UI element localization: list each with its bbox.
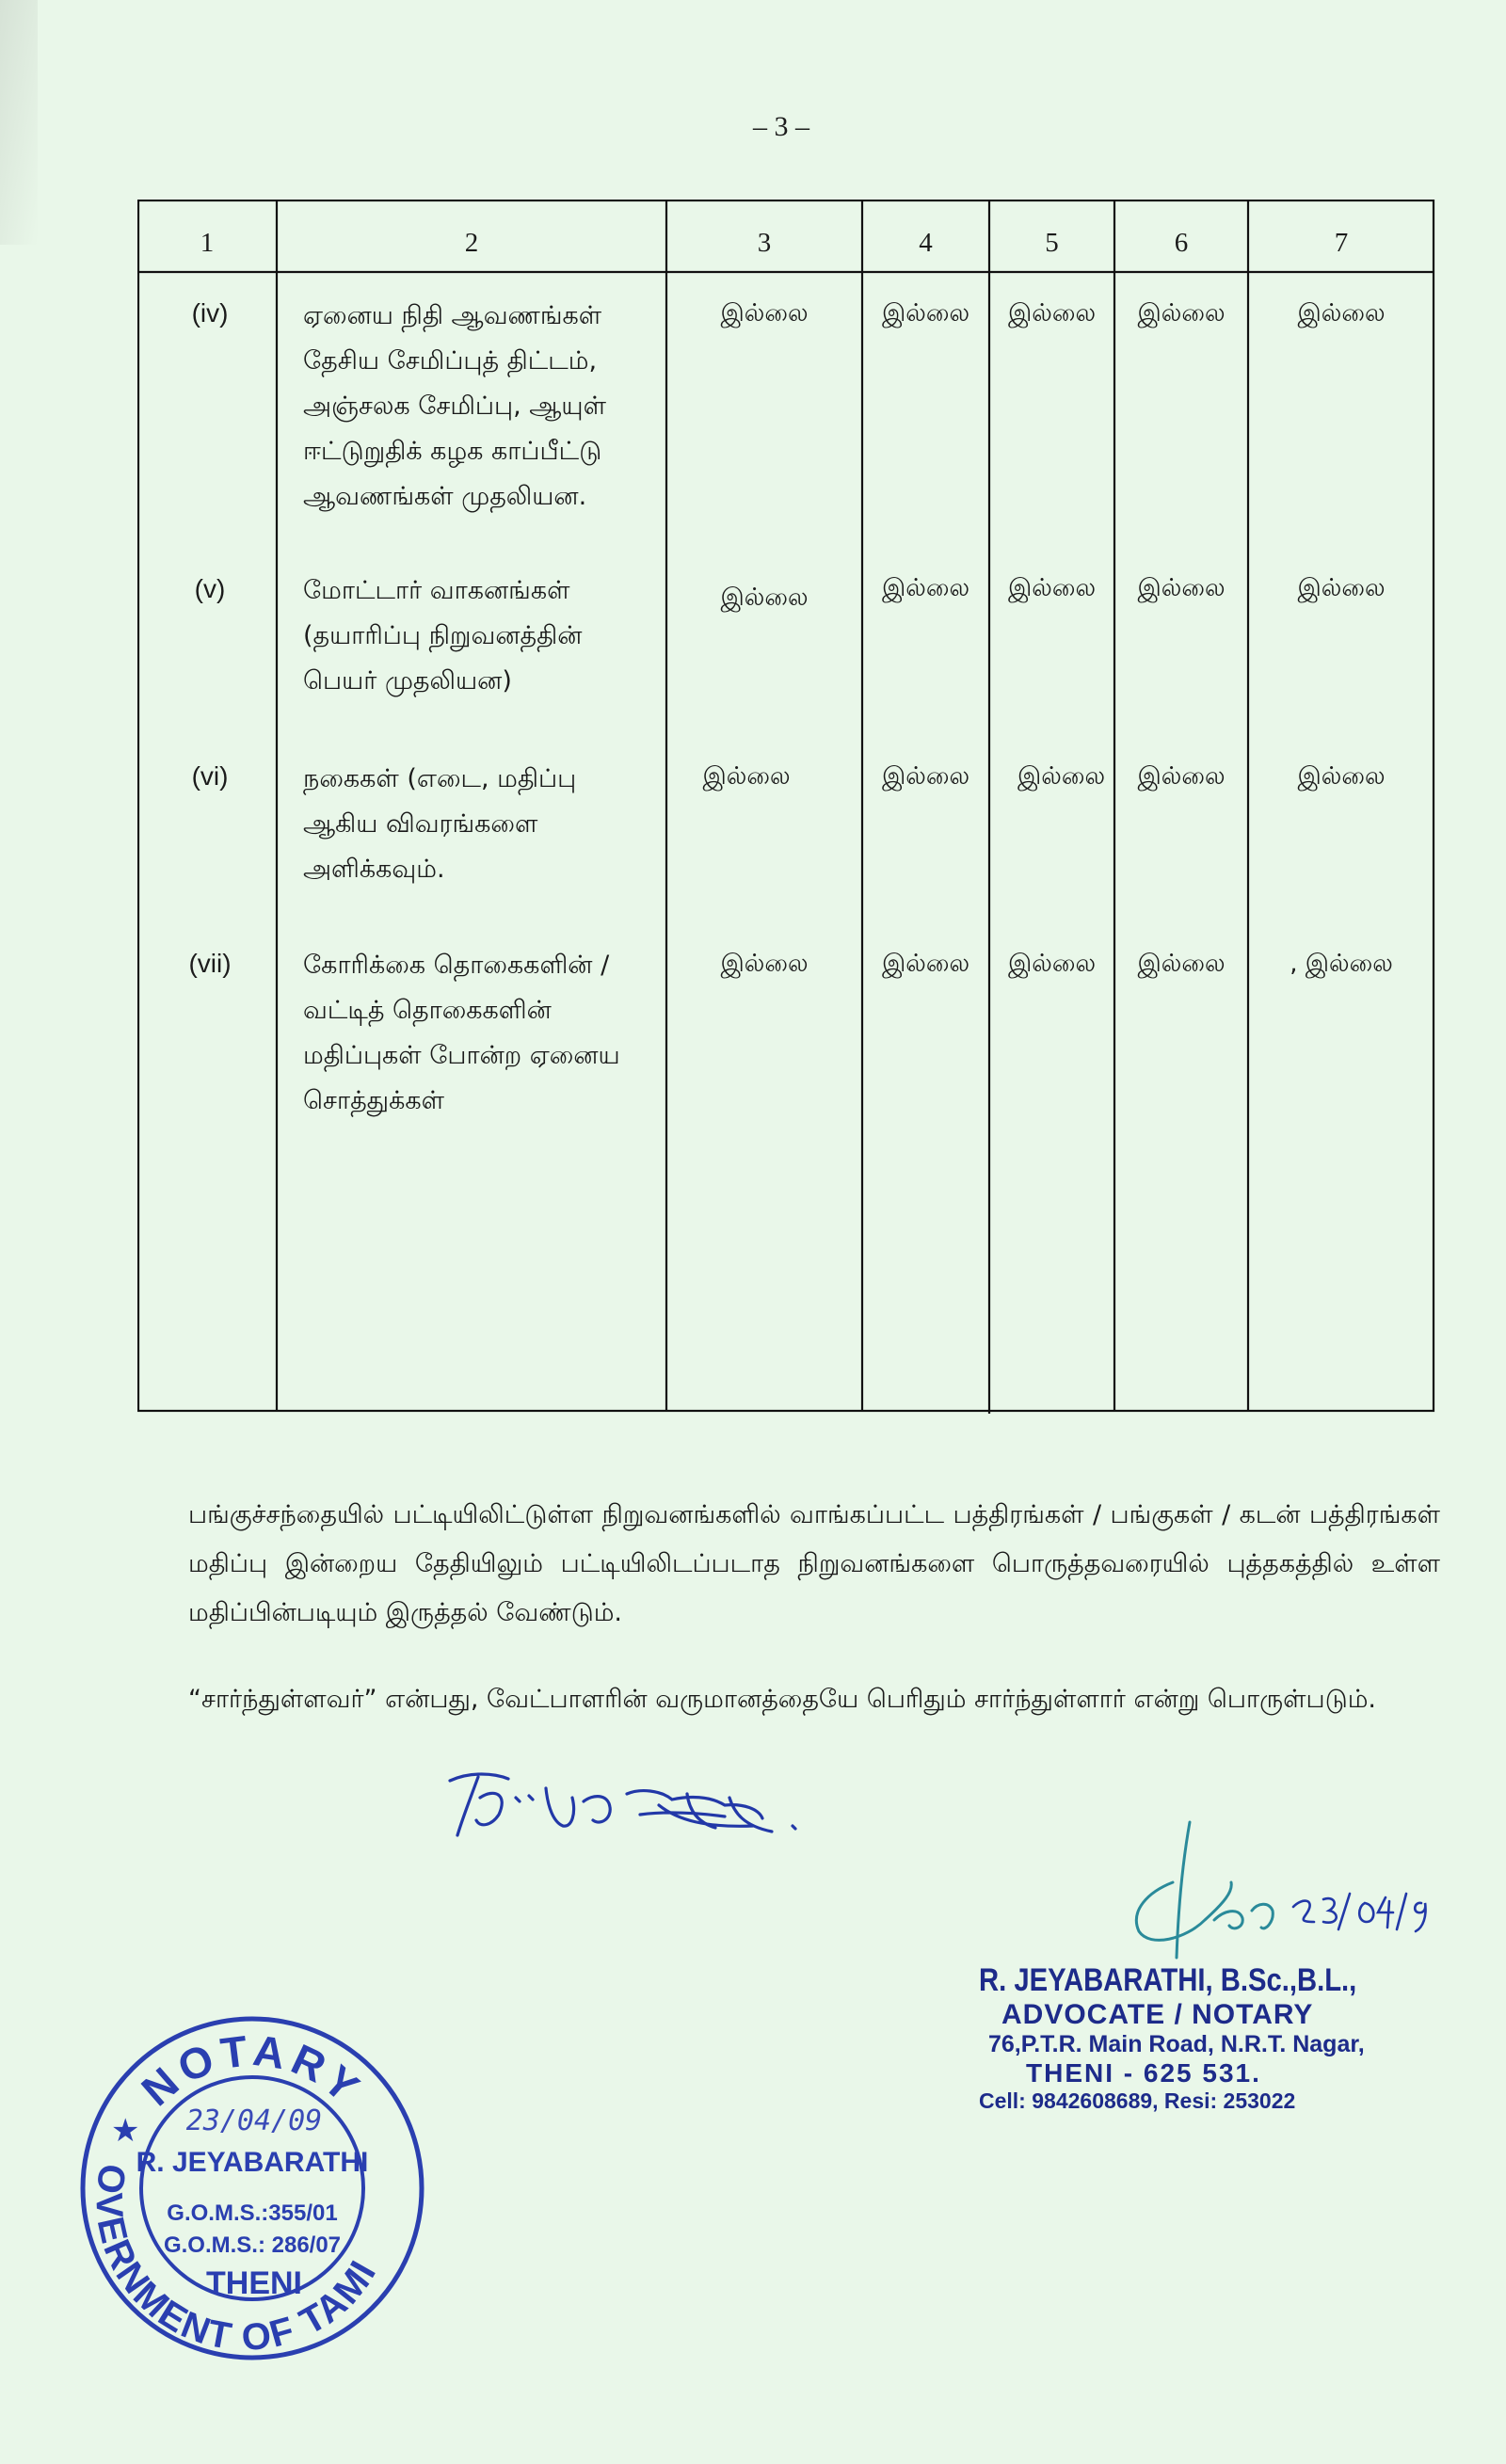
desc-line: ஆகிய விவரங்களை bbox=[303, 809, 538, 839]
note-paragraph: “சார்ந்துள்ளவர்” என்பது, வேட்பாளரின் வருமானத்தையே பெரிதும் சார்ந்துள்ளார் என்று பொருள்படும். bbox=[188, 1685, 1376, 1714]
row-description bbox=[303, 757, 680, 892]
desc-line: ஏனைய நிதி ஆவணங்கள் bbox=[303, 301, 602, 330]
desc-line: பெயர் முதலியன) bbox=[303, 666, 512, 696]
cell-value: இல்லை bbox=[1137, 762, 1226, 791]
cell-value: இல்லை bbox=[1137, 574, 1226, 602]
deponent-signature bbox=[442, 1760, 913, 1854]
notary-signature bbox=[1092, 1816, 1431, 1986]
cell-value: இல்லை bbox=[1007, 299, 1097, 328]
desc-line: தேசிய சேமிப்புத் திட்டம், bbox=[303, 346, 598, 376]
row-number: (iv) bbox=[191, 298, 229, 328]
row-description bbox=[303, 568, 680, 704]
column-header-4: 4 bbox=[919, 228, 933, 258]
page-number: – 3 – bbox=[753, 111, 809, 142]
desc-line: ஆவணங்கள் முதலியன. bbox=[303, 482, 587, 511]
row-number: (vii) bbox=[188, 949, 232, 978]
advocate-seal-block bbox=[979, 1962, 1468, 2114]
desc-line: வட்டித் தொகைகளின் bbox=[303, 996, 552, 1025]
assets-table bbox=[137, 200, 1436, 1414]
advocate-phone: Cell: 9842608689, Resi: 253022 bbox=[979, 2088, 1296, 2113]
column-header-1: 1 bbox=[200, 228, 215, 258]
star-icon: ★ bbox=[111, 2112, 140, 2150]
advocate-name: R. JEYABARATHI, B.Sc.,B.L., bbox=[979, 1962, 1357, 1998]
cell-value: , இல்லை bbox=[1290, 950, 1393, 978]
cell-value: இல்லை bbox=[881, 950, 970, 978]
cell-value: இல்லை bbox=[702, 762, 791, 791]
row-number: (vi) bbox=[191, 761, 229, 791]
desc-line: ஈட்டுறுதிக் கழக காப்பீட்டு bbox=[303, 437, 602, 466]
cell-value: இல்லை bbox=[1297, 299, 1386, 328]
stamp-go2: G.O.M.S.: 286/07 bbox=[163, 2232, 342, 2258]
cell-value: இல்லை bbox=[720, 299, 809, 328]
cell-value: இல்லை bbox=[720, 584, 809, 612]
stamp-date: 23/04/09 bbox=[185, 2104, 323, 2137]
stamp-place: THENI bbox=[206, 2265, 302, 2301]
desc-line: அளிக்கவும். bbox=[303, 855, 445, 884]
desc-line: கோரிக்கை தொகைகளின் / bbox=[303, 951, 610, 980]
notary-stamp-graphic bbox=[73, 2009, 431, 2367]
stamp-go1: G.O.M.S.:355/01 bbox=[167, 2200, 338, 2226]
column-header-7: 7 bbox=[1334, 228, 1349, 258]
desc-line: மோட்டார் வாகனங்கள் bbox=[303, 576, 570, 605]
notes bbox=[188, 1491, 1440, 1762]
row-number: (v) bbox=[194, 574, 226, 603]
desc-line: நகைகள் (எடை, மதிப்பு bbox=[303, 764, 577, 793]
cell-value: இல்லை bbox=[881, 574, 970, 602]
column-header-2: 2 bbox=[464, 228, 479, 258]
desc-line: மதிப்புகள் போன்ற ஏனைய bbox=[303, 1041, 620, 1070]
cell-value: இல்லை bbox=[1297, 762, 1386, 791]
advocate-city: THENI - 625 531. bbox=[1026, 2058, 1261, 2088]
stamp-top-text: NOTARY bbox=[132, 2024, 373, 2116]
advocate-title: ADVOCATE / NOTARY bbox=[1001, 1999, 1314, 2030]
row-description bbox=[303, 294, 680, 520]
stamp-bottom-text: OVERNMENT OF TAMI bbox=[88, 2161, 386, 2360]
column-header-6: 6 bbox=[1174, 228, 1189, 258]
cell-value: இல்லை bbox=[1137, 299, 1226, 328]
column-header-5: 5 bbox=[1045, 228, 1059, 258]
desc-line: சொத்துக்கள் bbox=[303, 1086, 444, 1115]
note-paragraph: பங்குச்சந்தையில் பட்டியிலிட்டுள்ள நிறுவனங்களில் வாங்கப்பட்ட பத்திரங்கள் / பங்குகள் / கடன் பத்திரங்கள் மதிப்பு இன்றைய தேதியிலும் பட்டியிலிடப்படாத நிறுவனங்களை பொருத்தவரையில் புத்தகத்தில் உள்ள மதிப்பின்படியும் இருத்தல் வேண்டும். bbox=[188, 1500, 1440, 1627]
advocate-address: 76,P.T.R. Main Road, N.R.T. Nagar, bbox=[988, 2031, 1365, 2057]
column-header-3: 3 bbox=[757, 228, 772, 258]
cell-value: இல்லை bbox=[1137, 950, 1226, 978]
desc-line: (தயாரிப்பு நிறுவனத்தின் bbox=[303, 621, 583, 650]
stamp-name: R. JEYABARATHI bbox=[136, 2147, 369, 2178]
row-description bbox=[303, 943, 680, 1124]
cell-value: இல்லை bbox=[881, 762, 970, 791]
cell-value: இல்லை bbox=[1297, 574, 1386, 602]
cell-value: இல்லை bbox=[1017, 762, 1106, 791]
desc-line: அஞ்சலக சேமிப்பு, ஆயுள் bbox=[303, 392, 606, 421]
cell-value: இல்லை bbox=[1007, 950, 1097, 978]
cell-value: இல்லை bbox=[1007, 574, 1097, 602]
notary-stamp bbox=[73, 2009, 431, 2367]
cell-value: இல்லை bbox=[881, 299, 970, 328]
cell-value: இல்லை bbox=[720, 950, 809, 978]
